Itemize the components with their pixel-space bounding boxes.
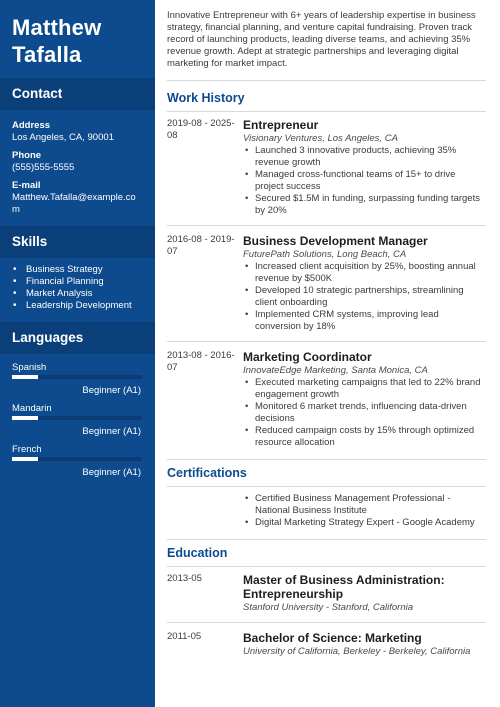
certification-item: • Digital Marketing Strategy Expert - Google Academy	[243, 517, 486, 529]
language-level: Beginner (A1)	[82, 385, 141, 396]
education-date: 2013-05	[167, 573, 202, 584]
language-item	[12, 362, 143, 397]
language-name: French	[12, 444, 42, 455]
job-title: Marketing Coordinator	[243, 350, 372, 364]
skill-item: • Leadership Development	[12, 300, 143, 312]
divider	[167, 622, 486, 623]
contact-section	[0, 110, 155, 226]
language-bar-fill	[12, 416, 38, 420]
work-history-heading: Work History	[167, 91, 486, 112]
divider	[167, 225, 486, 226]
education-school: University of California, Berkeley - Berkeley, California	[243, 646, 471, 657]
skill-item: • Financial Planning	[12, 276, 143, 288]
job-bullet: • Reduced campaign costs by 15% through optimized resource allocation	[243, 425, 486, 449]
education-details	[243, 573, 486, 614]
last-name: Tafalla	[12, 42, 82, 67]
job-dates: 2019-08 - 2025-08	[167, 118, 235, 141]
certifications-list	[243, 493, 486, 529]
skills-list	[12, 264, 143, 312]
education-entry	[167, 573, 486, 614]
language-name: Mandarin	[12, 403, 52, 414]
language-item	[12, 444, 143, 479]
job-bullet: • Increased client acquisition by 25%, boosting annual revenue by $500K	[243, 261, 486, 285]
language-level: Beginner (A1)	[82, 467, 141, 478]
job-bullet: • Managed cross-functional teams of 15+ to drive project success	[243, 169, 486, 193]
language-bar-fill	[12, 457, 38, 461]
job-bullet: • Implemented CRM systems, improving lead conversion by 18%	[243, 309, 486, 333]
language-bar-fill	[12, 375, 38, 379]
education-details	[243, 631, 486, 658]
skills-heading: Skills	[0, 226, 155, 258]
education-heading: Education	[167, 539, 486, 567]
certifications-date-spacer	[167, 493, 243, 529]
job-details	[243, 350, 486, 449]
job-company: InnovateEdge Marketing, Santa Monica, CA	[243, 365, 428, 376]
language-item	[12, 403, 143, 438]
job-bullets	[243, 145, 486, 217]
contact-heading: Contact	[0, 78, 155, 110]
job-entry	[167, 350, 486, 449]
job-title: Business Development Manager	[243, 234, 428, 248]
job-bullet: • Developed 10 strategic partnerships, streamlining client onboarding	[243, 285, 486, 309]
education-degree: Bachelor of Science: Marketing	[243, 631, 422, 645]
job-bullet: • Executed marketing campaigns that led to 22% brand engagement growth	[243, 377, 486, 401]
languages-heading: Languages	[0, 322, 155, 354]
language-bar	[12, 416, 142, 420]
first-name: Matthew	[12, 15, 102, 40]
job-company: FuturePath Solutions, Long Beach, CA	[243, 249, 407, 260]
education-entry	[167, 631, 486, 658]
divider	[167, 341, 486, 342]
skill-item: • Business Strategy	[12, 264, 143, 276]
job-entry	[167, 234, 486, 333]
language-bar	[12, 375, 142, 379]
job-entry	[167, 118, 486, 217]
language-bar	[12, 457, 142, 461]
education-date: 2011-05	[167, 631, 202, 642]
address-value: Los Angeles, CA, 90001	[12, 132, 114, 143]
job-details	[243, 234, 486, 333]
language-level: Beginner (A1)	[82, 426, 141, 437]
skills-section	[0, 258, 155, 322]
job-bullet: • Secured $1.5M in funding, surpassing funding targets by 20%	[243, 193, 486, 217]
job-bullet: • Launched 3 innovative products, achieving 35% revenue growth	[243, 145, 486, 169]
education-degree: Master of Business Administration: Entrepreneurship	[243, 573, 445, 601]
certifications-heading: Certifications	[167, 459, 486, 487]
job-company: Visionary Ventures, Los Angeles, CA	[243, 133, 398, 144]
certifications-entry	[167, 493, 486, 529]
profile-summary: Innovative Entrepreneur with 6+ years of leadership expertise in business strategy, financial planning, and venture capital fundraising. Proven track record of launching products, leading diverse teams, and achieving 35% revenue growth. Adept at strategic partnerships and leveraging digital marketing for market impact.	[167, 10, 486, 81]
email-label: E-mail	[12, 180, 41, 191]
job-bullets	[243, 261, 486, 333]
job-bullet: • Monitored 6 market trends, influencing data-driven decisions	[243, 401, 486, 425]
main-content	[155, 0, 500, 707]
skill-item: • Market Analysis	[12, 288, 143, 300]
phone-label: Phone	[12, 150, 42, 161]
email-value: Matthew.Tafalla@example.com	[12, 192, 136, 215]
certification-item: • Certified Business Management Professional - National Business Institute	[243, 493, 486, 517]
job-details	[243, 118, 486, 217]
job-dates: 2016-08 - 2019-07	[167, 234, 235, 257]
language-name: Spanish	[12, 362, 47, 373]
job-bullets	[243, 377, 486, 449]
certifications-details	[243, 493, 486, 529]
candidate-name	[0, 0, 155, 78]
education-school: Stanford University - Stanford, California	[243, 602, 414, 613]
languages-section	[0, 354, 155, 495]
job-title: Entrepreneur	[243, 118, 319, 132]
sidebar	[0, 0, 155, 707]
phone-value: (555)555-5555	[12, 162, 75, 173]
address-label: Address	[12, 120, 51, 131]
job-dates: 2013-08 - 2016-07	[167, 350, 235, 373]
